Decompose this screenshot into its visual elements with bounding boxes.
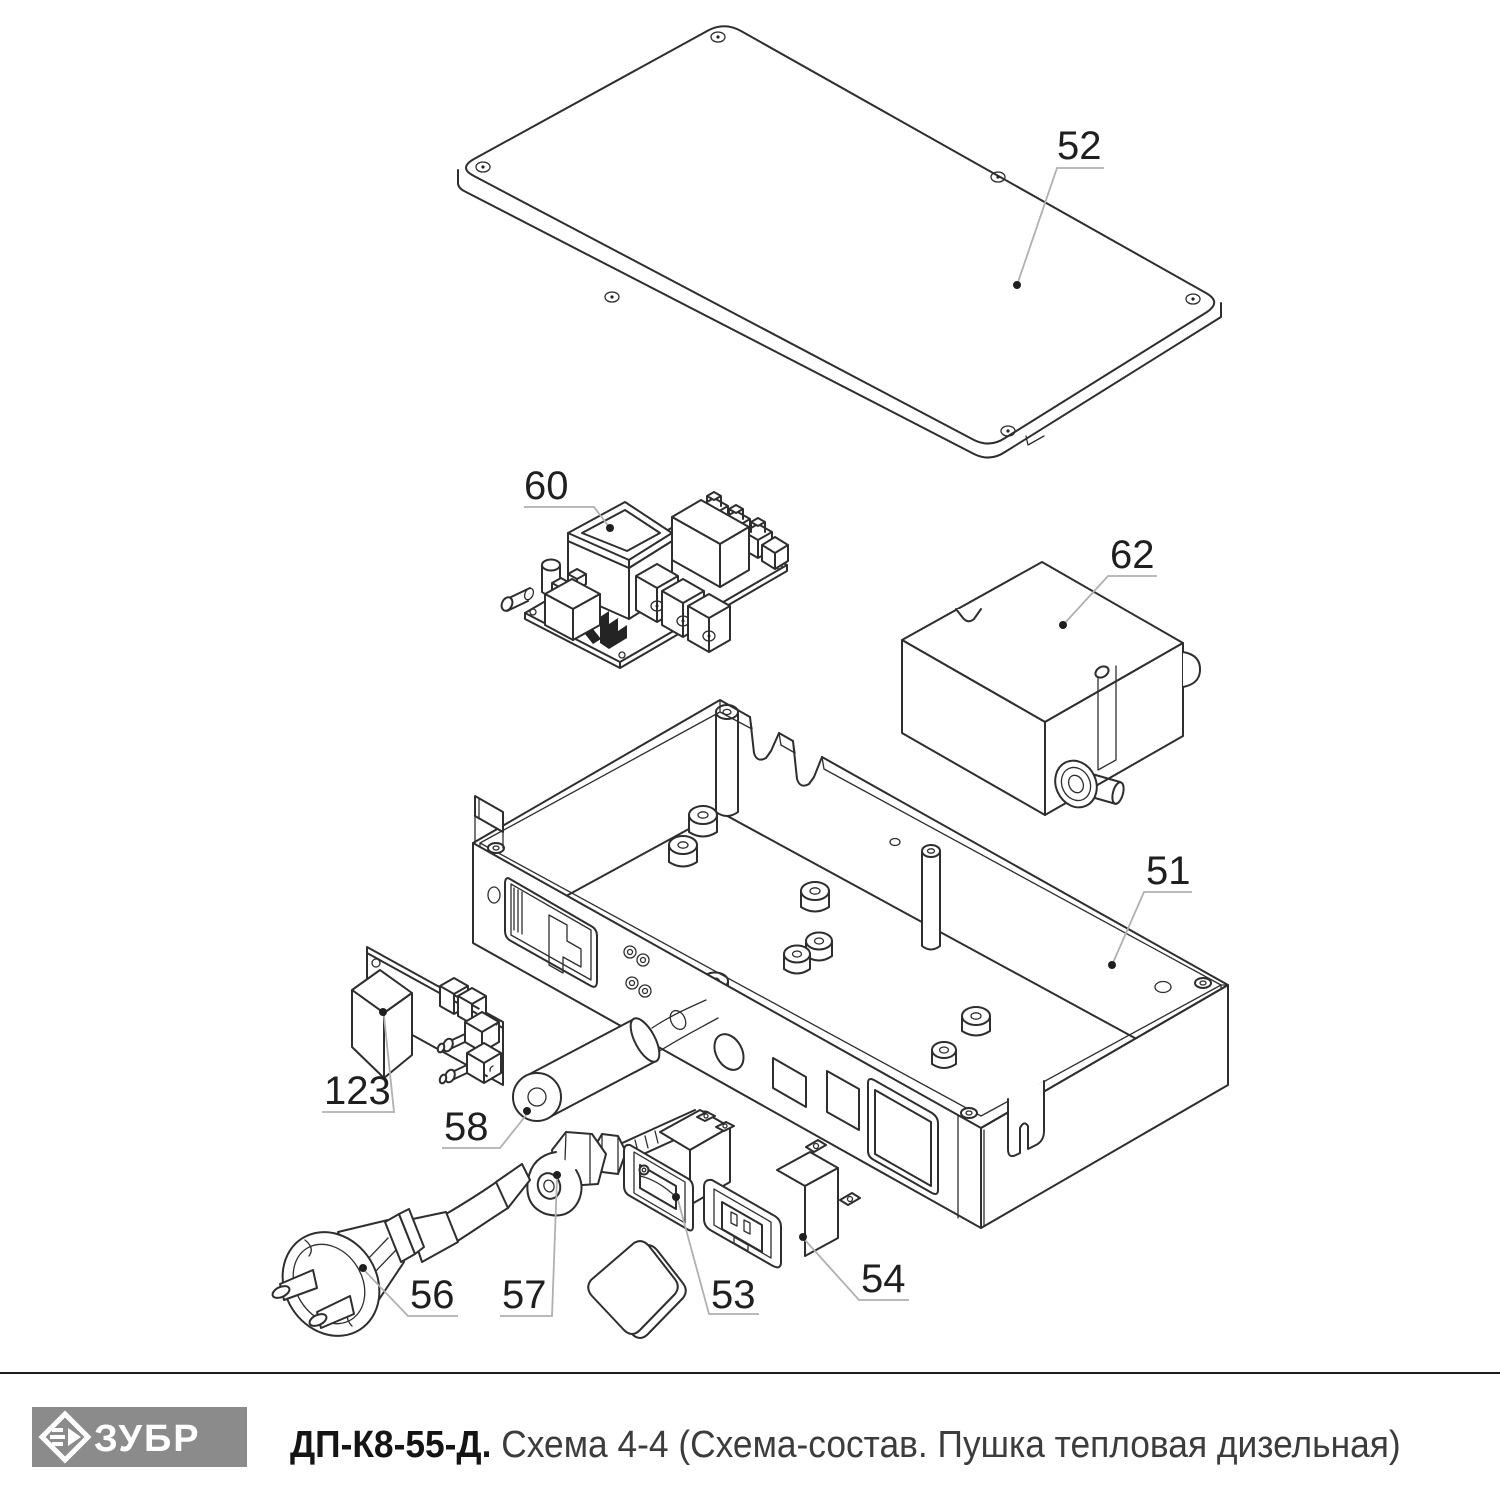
footer-divider: [0, 1372, 1500, 1374]
leader-dot-53: [672, 1193, 680, 1201]
leader-dot-123: [379, 1008, 387, 1016]
leader-dot-62: [1059, 621, 1067, 629]
scheme-subtitle: Схема 4-4 (Схема-состав. Пушка тепловая дизельная): [501, 1424, 1401, 1466]
leader-dot-60: [606, 524, 614, 532]
part-label-52: 52: [1057, 124, 1102, 168]
part-label-51: 51: [1146, 849, 1191, 893]
part-56-power-plug: [263, 1164, 530, 1354]
part-52-cover-plate: [458, 26, 1221, 457]
part-62-transformer: [902, 562, 1200, 815]
blanking-plate: [588, 1241, 686, 1338]
leader-dot-52: [1013, 281, 1021, 289]
leader-dot-58: [523, 1107, 531, 1115]
leader-dot-57: [553, 1171, 561, 1179]
part-60-control-pcb: [500, 492, 788, 668]
zubr-logo-icon: [32, 1407, 247, 1467]
leader-dot-54: [799, 1233, 807, 1241]
model-code: ДП-К8-55-Д.: [290, 1424, 492, 1466]
leader-dot-51: [1108, 961, 1116, 969]
part-label-58: 58: [444, 1105, 489, 1149]
part-label-54: 54: [861, 1257, 906, 1301]
part-label-123: 123: [324, 1069, 391, 1113]
part-label-56: 56: [410, 1273, 455, 1317]
part-label-57: 57: [502, 1273, 547, 1317]
brand-name: ЗУБР: [94, 1418, 201, 1460]
brand-logo: [32, 1407, 247, 1467]
part-label-53: 53: [711, 1273, 756, 1317]
part-label-62: 62: [1110, 533, 1155, 577]
diagram-title: [290, 1424, 1401, 1467]
leader-dot-56: [359, 1264, 367, 1272]
part-123-switch-board: [352, 947, 503, 1085]
part-label-60: 60: [524, 464, 569, 508]
leader-51: [1112, 892, 1192, 965]
